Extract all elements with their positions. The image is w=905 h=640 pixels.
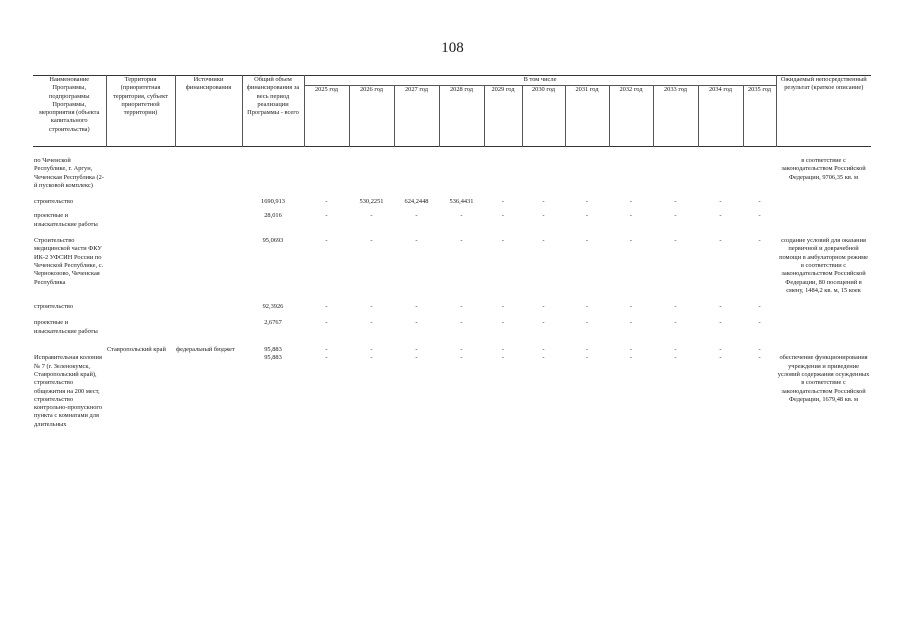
cell-total: 95,0693 xyxy=(262,237,284,245)
cell-year-value xyxy=(653,147,698,190)
cell-year-value: 536,4431 xyxy=(449,198,474,206)
cell-year-value: - xyxy=(325,319,328,327)
cell-year-value: - xyxy=(542,303,545,311)
cell-year-value: 530,2251 xyxy=(359,198,384,206)
cell-result: обеспечение функционирования учреждения и приведение условий содержания осужденных в соответствие с законодательством Российской Федерации, 1679,48 кв. м xyxy=(777,354,870,403)
cell-year-value: - xyxy=(460,354,463,362)
table-row xyxy=(33,311,871,336)
cell-year-value: - xyxy=(585,198,589,206)
cell-year-value xyxy=(484,147,522,190)
cell-year-value: - xyxy=(501,237,505,245)
cell-year-value: - xyxy=(325,303,328,311)
cell-year-value: - xyxy=(501,198,505,206)
cell-source xyxy=(175,190,242,206)
cell-total: 95,883 xyxy=(264,346,282,354)
cell-year-value: - xyxy=(585,319,589,327)
cell-year-value: - xyxy=(415,303,418,311)
cell-year-value: - xyxy=(629,319,633,327)
cell-total: 95,883 xyxy=(264,354,282,362)
cell-territory xyxy=(106,147,175,190)
cell-territory xyxy=(106,229,175,295)
cell-source xyxy=(175,354,242,429)
header-year: 2034 год xyxy=(698,86,743,147)
cell-total: 2,6767 xyxy=(264,319,282,327)
cell-year-value: - xyxy=(719,303,722,311)
table-row xyxy=(33,295,871,311)
header-total: Общий объем финансирования за весь период реализации Программы - всего xyxy=(242,76,304,147)
table-row xyxy=(33,336,871,354)
cell-year-value: - xyxy=(674,303,677,311)
cell-result xyxy=(776,295,871,311)
cell-year-value: - xyxy=(542,237,545,245)
cell-year-value: - xyxy=(758,354,761,362)
cell-year-value xyxy=(698,147,743,190)
cell-year-value: - xyxy=(719,198,722,206)
cell-total: 28,016 xyxy=(264,212,282,220)
cell-year-value: - xyxy=(629,303,633,311)
cell-year-value: - xyxy=(501,303,505,311)
cell-source: федеральный бюджет xyxy=(176,346,235,354)
cell-year-value: - xyxy=(719,212,722,220)
cell-year-value: - xyxy=(325,212,328,220)
cell-source xyxy=(175,206,242,229)
cell-year-value: - xyxy=(585,212,589,220)
cell-year-value: - xyxy=(415,319,418,327)
cell-total xyxy=(242,147,304,190)
cell-year-value: - xyxy=(370,319,373,327)
cell-year-value: - xyxy=(370,354,373,362)
cell-year-value xyxy=(565,147,609,190)
header-name: Наименование Программы, подпрограммы Программы, мероприятия (объекта капитального строительства) xyxy=(33,76,106,147)
cell-year-value: - xyxy=(460,237,463,245)
cell-source xyxy=(175,147,242,190)
cell-year-value: - xyxy=(674,212,677,220)
cell-year-value xyxy=(609,147,653,190)
cell-year-value: - xyxy=(674,354,677,362)
cell-year-value: - xyxy=(460,303,463,311)
cell-year-value: - xyxy=(585,346,589,354)
cell-year-value: - xyxy=(542,198,545,206)
table-row xyxy=(33,354,871,429)
cell-year-value: - xyxy=(719,354,722,362)
cell-year-value: - xyxy=(501,354,505,362)
cell-year-value: - xyxy=(370,237,373,245)
cell-year-value: - xyxy=(415,237,418,245)
cell-year-value: - xyxy=(415,354,418,362)
cell-year-value: - xyxy=(585,237,589,245)
cell-year-value: - xyxy=(758,303,761,311)
cell-result: в соответствие с законодательством Российской Федерации, 9706,35 кв. м xyxy=(781,157,866,181)
cell-year-value: - xyxy=(325,237,328,245)
cell-year-value: - xyxy=(501,346,505,354)
cell-year-value: - xyxy=(719,237,722,245)
cell-year-value: - xyxy=(501,319,505,327)
cell-year-value: - xyxy=(415,212,418,220)
cell-territory xyxy=(106,295,175,311)
header-year: 2031 год xyxy=(565,86,609,147)
header-year: 2027 год xyxy=(394,86,439,147)
cell-year-value: - xyxy=(674,319,677,327)
header-year: 2026 год xyxy=(349,86,394,147)
cell-total: 92,3926 xyxy=(262,303,284,311)
cell-name: строительство xyxy=(34,198,74,206)
cell-year-value: - xyxy=(370,346,373,354)
table-row xyxy=(33,206,871,229)
cell-year-value: - xyxy=(719,319,722,327)
cell-territory xyxy=(106,311,175,336)
cell-territory xyxy=(106,190,175,206)
cell-result: создание условий для оказания первичной и доврачебной помощи в амбулаторном режиме в соответствии с законодательством Российской Федерации, 80 посещений в смену, 1484,2 кв. м, 15 коек xyxy=(779,237,868,294)
header-including: В том числе xyxy=(304,76,776,86)
cell-year-value: - xyxy=(370,303,373,311)
cell-year-value: - xyxy=(674,198,677,206)
cell-year-value: - xyxy=(542,319,545,327)
cell-territory: Ставропольский край xyxy=(107,346,166,354)
table-row xyxy=(33,190,871,206)
cell-year-value xyxy=(522,147,565,190)
cell-year-value: - xyxy=(758,212,761,220)
cell-year-value: - xyxy=(629,346,633,354)
cell-year-value: - xyxy=(758,346,761,354)
cell-year-value: - xyxy=(629,198,633,206)
header-year: 2030 год xyxy=(522,86,565,147)
cell-result xyxy=(776,311,871,336)
cell-year-value: - xyxy=(501,212,505,220)
cell-year-value: - xyxy=(629,354,633,362)
header-year: 2035 год xyxy=(743,86,776,147)
cell-total: 1690,913 xyxy=(261,198,285,206)
cell-year-value: 624,2448 xyxy=(404,198,429,206)
cell-year-value xyxy=(349,147,394,190)
cell-year-value: - xyxy=(674,237,677,245)
cell-year-value: - xyxy=(460,346,463,354)
header-source: Источники финансирования xyxy=(175,76,242,147)
cell-name: проектные и изыскательские работы xyxy=(34,319,98,335)
financing-table xyxy=(33,75,871,429)
cell-year-value: - xyxy=(542,346,545,354)
cell-source xyxy=(175,311,242,336)
header-year: 2032 год xyxy=(609,86,653,147)
cell-year-value: - xyxy=(460,212,463,220)
cell-year-value xyxy=(304,147,349,190)
cell-year-value: - xyxy=(758,237,761,245)
cell-year-value: - xyxy=(325,346,328,354)
cell-source xyxy=(175,229,242,295)
header-result: Ожидаемый непосредственный результат (краткое описание) xyxy=(776,76,871,147)
cell-year-value: - xyxy=(585,303,589,311)
cell-name: Строительство медицинской части ФКУ ИК-2 УФСИН России по Чеченской Республике, с. Чернокозово, Чеченская Республика xyxy=(34,237,104,286)
cell-year-value: - xyxy=(585,354,589,362)
header-year: 2029 год xyxy=(484,86,522,147)
cell-source xyxy=(175,295,242,311)
cell-year-value: - xyxy=(370,212,373,220)
cell-year-value: - xyxy=(719,346,722,354)
header-year: 2025 год xyxy=(304,86,349,147)
page-number: 108 xyxy=(441,40,464,56)
cell-year-value: - xyxy=(460,319,463,327)
cell-year-value: - xyxy=(629,212,633,220)
cell-result xyxy=(776,206,871,229)
cell-name: проектные и изыскательские работы xyxy=(34,212,98,228)
cell-year-value xyxy=(743,147,776,190)
cell-name: строительство xyxy=(34,303,74,311)
cell-territory xyxy=(106,354,175,429)
cell-name: Исправительная колония № 7 (г. Зеленокумск, Ставропольский край), строительство общежития на 200 мест, строительство контрольно-пропускного пункта с комнатами для длительных xyxy=(34,354,103,428)
cell-year-value xyxy=(439,147,484,190)
cell-result xyxy=(776,190,871,206)
header-territory: Территория (приоритетная территория, субъект приоритетной территории) xyxy=(106,76,175,147)
cell-year-value: - xyxy=(542,354,545,362)
cell-year-value: - xyxy=(415,346,418,354)
cell-year-value: - xyxy=(325,354,328,362)
cell-year-value: - xyxy=(629,237,633,245)
cell-year-value: - xyxy=(674,346,677,354)
cell-name: по Чеченской Республике, г. Аргун, Чеченская Республика (2-й пусковой комплекс) xyxy=(34,157,104,189)
cell-result xyxy=(776,336,871,354)
cell-year-value: - xyxy=(325,198,328,206)
cell-year-value: - xyxy=(758,198,761,206)
table-row xyxy=(33,229,871,295)
cell-year-value xyxy=(394,147,439,190)
header-year: 2028 год xyxy=(439,86,484,147)
cell-territory xyxy=(106,206,175,229)
cell-year-value: - xyxy=(542,212,545,220)
table-row xyxy=(33,147,871,190)
header-year: 2033 год xyxy=(653,86,698,147)
cell-year-value: - xyxy=(758,319,761,327)
cell-name xyxy=(33,336,106,354)
